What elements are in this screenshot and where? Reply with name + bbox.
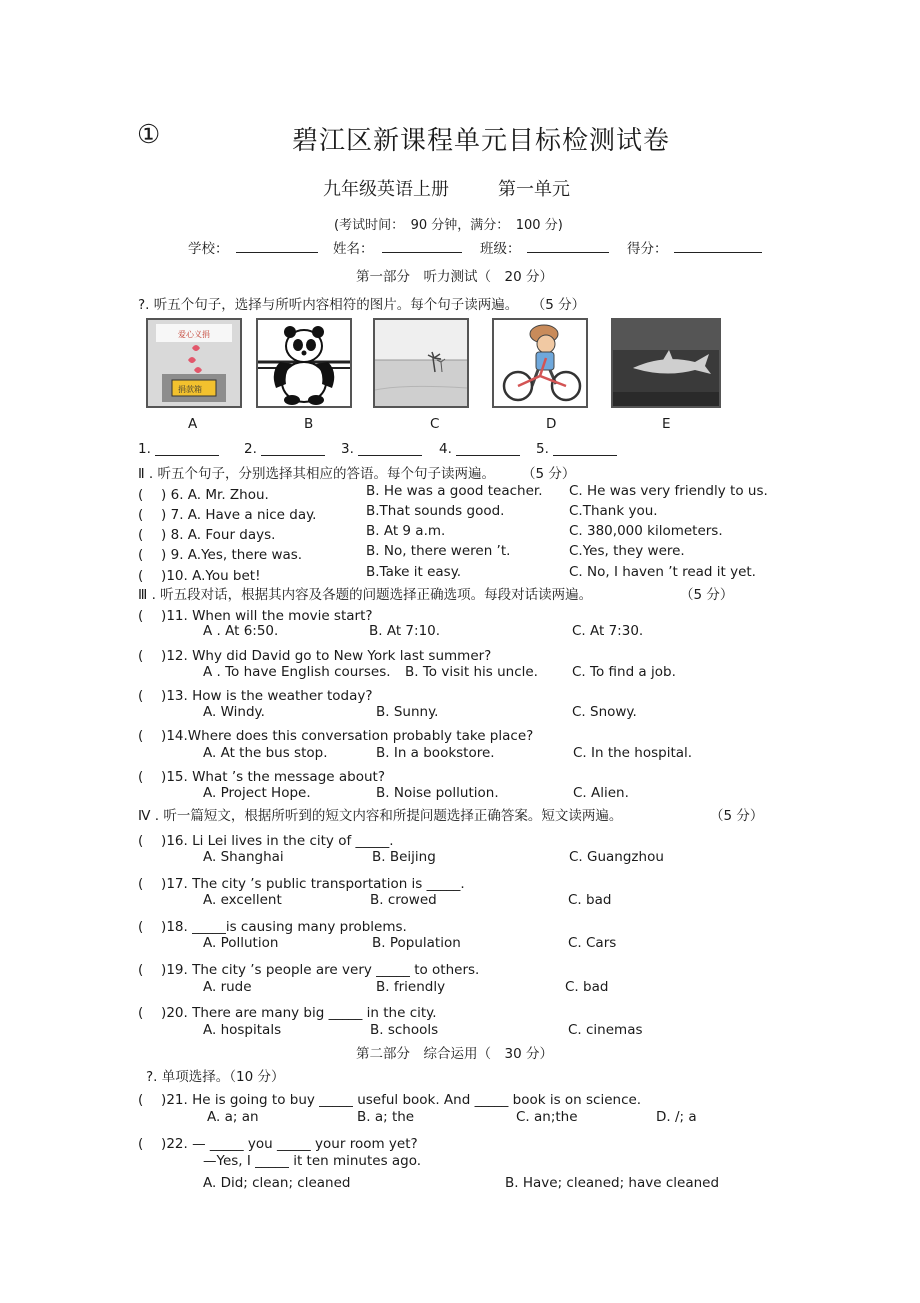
q12-option-a: A . To have English courses. [203, 664, 391, 680]
shark-icon [613, 320, 719, 406]
q19-question: ( )19. The city ’s people are very _____ to others. [138, 962, 480, 978]
page-title: 碧江区新课程单元目标检测试卷 [292, 126, 671, 156]
picture-label-e: E [662, 416, 671, 432]
q18-option-a: A. Pollution [203, 935, 279, 951]
picture-label-d: D [546, 416, 557, 432]
q19-option-a: A. rude [203, 979, 252, 995]
q9-stem: ( ) 9. A.Yes, there was. [138, 547, 303, 563]
part2-heading: 第二部分 综合运用（ 30 分） [356, 1046, 553, 1062]
q18-option-c: C. Cars [568, 935, 617, 951]
q17-option-a: A. excellent [203, 892, 282, 908]
q20-question: ( )20. There are many big _____ in the city. [138, 1005, 437, 1021]
section3-score: （5 分） [680, 587, 734, 603]
beach-palm-icon [375, 320, 467, 406]
q6-option-b: B. He was a good teacher. [366, 483, 543, 499]
q22-option-b: B. Have; cleaned; have cleaned [505, 1175, 720, 1191]
q13-option-a: A. Windy. [203, 704, 265, 720]
q6-stem: ( ) 6. A. Mr. Zhou. [138, 487, 269, 503]
section4-score: （5 分） [710, 808, 764, 824]
q11-option-c: C. At 7:30. [572, 623, 644, 639]
q14-question: ( )14.Where does this conversation probably take place? [138, 728, 534, 744]
q21-option-a: A. a; an [207, 1109, 259, 1125]
q21-option-c: C. an;the [516, 1109, 578, 1125]
q11-question: ( )11. When will the movie start? [138, 608, 373, 624]
q7-option-b: B.That sounds good. [366, 503, 505, 519]
q22-question: ( )22. — _____ you _____ your room yet? [138, 1136, 418, 1152]
picture-d [492, 318, 588, 408]
q9-option-c: C.Yes, they were. [569, 543, 685, 559]
answer-label-4: 4. [439, 441, 452, 457]
answer-blank-1[interactable] [155, 441, 219, 456]
answer-label-3: 3. [341, 441, 354, 457]
q12-option-b: B. To visit his uncle. [405, 664, 538, 680]
part1-heading: 第一部分 听力测试（ 20 分） [356, 269, 553, 285]
picture-c [373, 318, 469, 408]
field-name-input[interactable] [382, 238, 462, 253]
q15-option-c: C. Alien. [573, 785, 629, 801]
q16-question: ( )16. Li Lei lives in the city of _____. [138, 833, 394, 849]
q13-option-b: B. Sunny. [376, 704, 439, 720]
subtitle-unit: 第一单元 [498, 179, 570, 200]
q13-question: ( )13. How is the weather today? [138, 688, 373, 704]
picture-label-a: A [188, 416, 198, 432]
q17-question: ( )17. The city ’s public transportation is _____. [138, 876, 465, 892]
subtitle-grade: 九年级英语上册 [323, 179, 449, 200]
picture-label-c: C [430, 416, 440, 432]
q20-option-c: C. cinemas [568, 1022, 643, 1038]
q21-option-b: B. a; the [357, 1109, 415, 1125]
field-score-label: 得分： [627, 241, 668, 257]
section3-instruction: Ⅲ . 听五段对话，根据其内容及各题的问题选择正确选项。每段对话读两遍。 [138, 587, 593, 603]
q18-option-b: B. Population [372, 935, 461, 951]
svg-text:捐款箱: 捐款箱 [178, 385, 202, 394]
q14-option-a: A. At the bus stop. [203, 745, 328, 761]
picture-label-b: B [304, 416, 314, 432]
answer-blank-4[interactable] [456, 441, 520, 456]
answer-label-1: 1. [138, 441, 151, 457]
q20-option-b: B. schools [370, 1022, 439, 1038]
picture-b [256, 318, 352, 408]
picture-a [146, 318, 242, 408]
q20-option-a: A. hospitals [203, 1022, 282, 1038]
q12-question: ( )12. Why did David go to New York last summer? [138, 648, 492, 664]
q15-question: ( )15. What ’s the message about? [138, 769, 385, 785]
field-class-input[interactable] [527, 238, 609, 253]
answer-label-2: 2. [244, 441, 257, 457]
picture-e [611, 318, 721, 408]
q15-option-a: A. Project Hope. [203, 785, 311, 801]
section4-instruction: Ⅳ . 听一篇短文，根据所听到的短文内容和所提问题选择正确答案。短文读两遍。 [138, 808, 623, 824]
part2-section1-instruction: ?. 单项选择。（10 分） [146, 1069, 285, 1085]
q16-option-c: C. Guangzhou [569, 849, 664, 865]
page-marker: ① [137, 120, 161, 150]
field-name-label: 姓名： [333, 241, 374, 257]
q8-stem: ( ) 8. A. Four days. [138, 527, 276, 543]
q21-question: ( )21. He is going to buy _____ useful book. And _____ book is on science. [138, 1092, 642, 1108]
field-school-input[interactable] [236, 238, 318, 253]
q19-option-b: B. friendly [376, 979, 446, 995]
q11-option-a: A . At 6:50. [203, 623, 279, 639]
q21-option-d: D. /; a [656, 1109, 697, 1125]
field-class-label: 班级： [480, 241, 521, 257]
q7-option-c: C.Thank you. [569, 503, 658, 519]
answer-blank-2[interactable] [261, 441, 325, 456]
q10-stem: ( )10. A.You bet! [138, 568, 261, 584]
q18-question: ( )18. _____is causing many problems. [138, 919, 407, 935]
answer-blank-3[interactable] [358, 441, 422, 456]
q19-option-c: C. bad [565, 979, 609, 995]
exam-info: (考试时间： 90 分钟，满分： 100 分) [334, 218, 563, 233]
q10-option-b: B.Take it easy. [366, 564, 462, 580]
q15-option-b: B. Noise pollution. [376, 785, 499, 801]
q12-option-c: C. To find a job. [572, 664, 676, 680]
q9-option-b: B. No, there weren ’t. [366, 543, 511, 559]
q16-option-a: A. Shanghai [203, 849, 284, 865]
q17-option-b: B. crowed [370, 892, 437, 908]
q8-option-c: C. 380,000 kilometers. [569, 523, 723, 539]
q7-stem: ( ) 7. A. Have a nice day. [138, 507, 317, 523]
field-school-label: 学校： [188, 241, 229, 257]
q14-option-b: B. In a bookstore. [376, 745, 495, 761]
q14-option-c: C. In the hospital. [573, 745, 693, 761]
section2-instruction: Ⅱ . 听五个句子，分别选择其相应的答语。每个句子读两遍。 （5 分） [138, 466, 576, 482]
q22-response-line: —Yes, I _____ it ten minutes ago. [203, 1153, 422, 1169]
svg-text:爱心义捐: 爱心义捐 [178, 330, 210, 339]
q8-option-b: B. At 9 a.m. [366, 523, 446, 539]
q13-option-c: C. Snowy. [572, 704, 637, 720]
boy-riding-bike-icon [494, 320, 586, 406]
answer-label-5: 5. [536, 441, 549, 457]
answer-blank-5[interactable] [553, 441, 617, 456]
q22-option-a: A. Did; clean; cleaned [203, 1175, 351, 1191]
q17-option-c: C. bad [568, 892, 612, 908]
field-score-input[interactable] [674, 238, 762, 253]
panda-icon [258, 320, 350, 406]
q16-option-b: B. Beijing [372, 849, 436, 865]
donation-box-icon [148, 320, 240, 406]
q10-option-c: C. No, I haven ’t read it yet. [569, 564, 756, 580]
q6-option-c: C. He was very friendly to us. [569, 483, 768, 499]
q11-option-b: B. At 7:10. [369, 623, 441, 639]
section1-instruction: ?. 听五个句子，选择与所听内容相符的图片。每个句子读两遍。 （5 分） [138, 297, 586, 313]
